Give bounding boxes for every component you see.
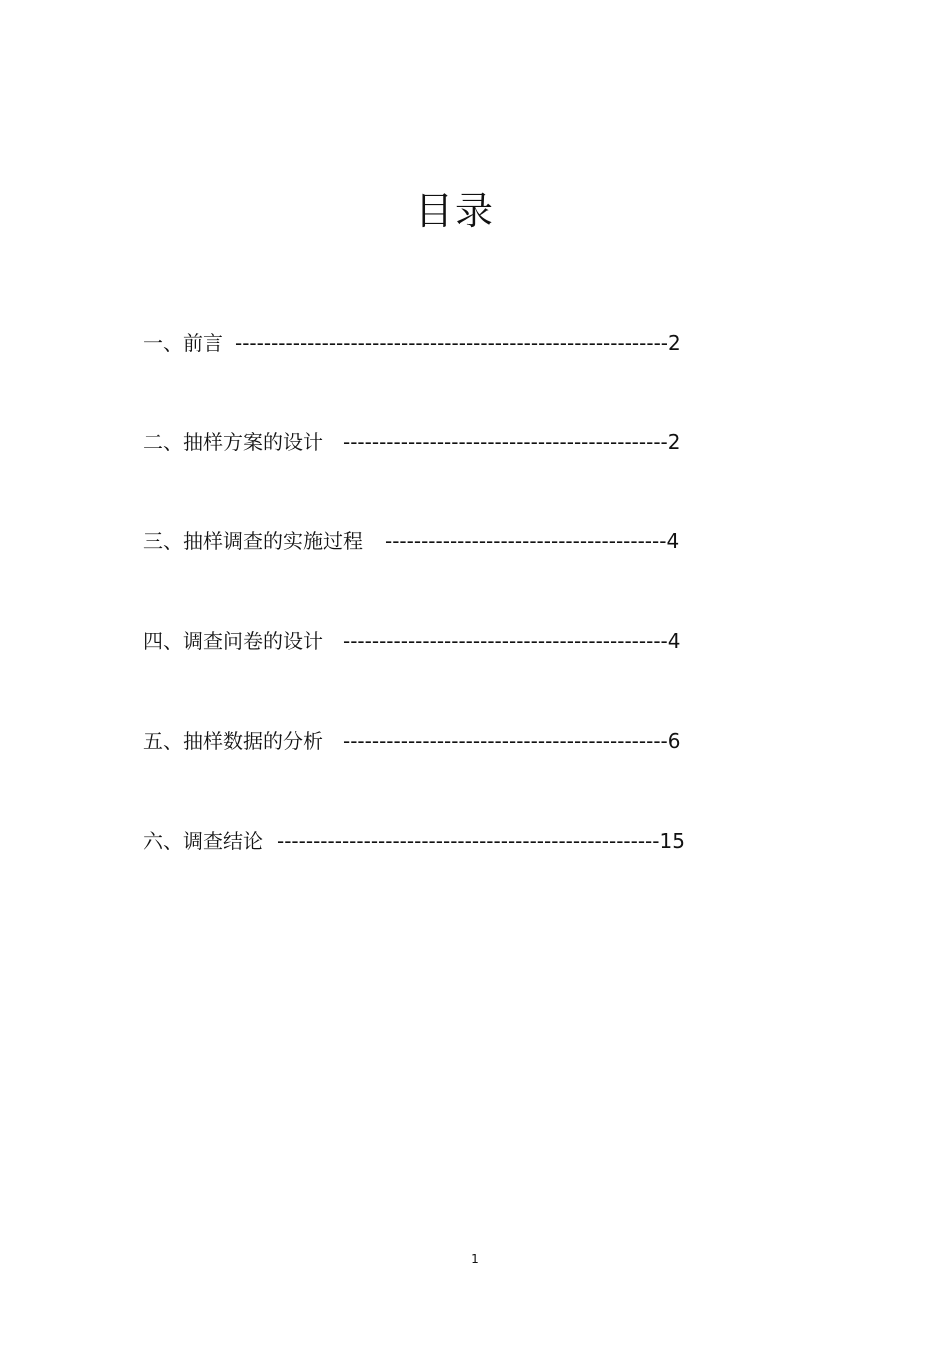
page-number: 1 (471, 1252, 479, 1266)
toc-entry-4[interactable] (143, 626, 681, 656)
toc-entry-leader: --------------------------------------------- (343, 729, 668, 753)
toc-entry-label: 二、抽样方案的设计 (143, 430, 323, 454)
toc-title: 目录 (414, 189, 495, 233)
toc-entry-leader: ------------------------------------------------------------ (235, 331, 669, 355)
toc-entry-page: 4 (667, 629, 681, 653)
toc-entry-page: 2 (667, 430, 681, 454)
toc-entry-6[interactable] (143, 826, 685, 856)
toc-entry-leader: --------------------------------------------- (343, 629, 668, 653)
toc-entry-page: 4 (666, 529, 680, 553)
toc-entry-label: 一、前言 (143, 331, 223, 355)
toc-entry-3[interactable] (143, 526, 679, 556)
toc-entry-page: 6 (667, 729, 681, 753)
toc-entry-1[interactable] (143, 328, 681, 358)
toc-entry-leader: --------------------------------------------- (343, 430, 668, 454)
toc-entry-page: 15 (659, 829, 685, 853)
toc-entry-5[interactable] (143, 726, 681, 756)
toc-entry-2[interactable] (143, 427, 681, 457)
toc-entry-label: 六、调查结论 (143, 829, 263, 853)
toc-entry-leader: ----------------------------------------------------- (277, 829, 660, 853)
toc-entry-label: 四、调查问卷的设计 (143, 629, 323, 653)
toc-entry-label: 五、抽样数据的分析 (143, 729, 323, 753)
toc-entry-label: 三、抽样调查的实施过程 (143, 529, 363, 553)
toc-entry-leader: --------------------------------------- (385, 529, 667, 553)
toc-entry-page: 2 (668, 331, 681, 355)
